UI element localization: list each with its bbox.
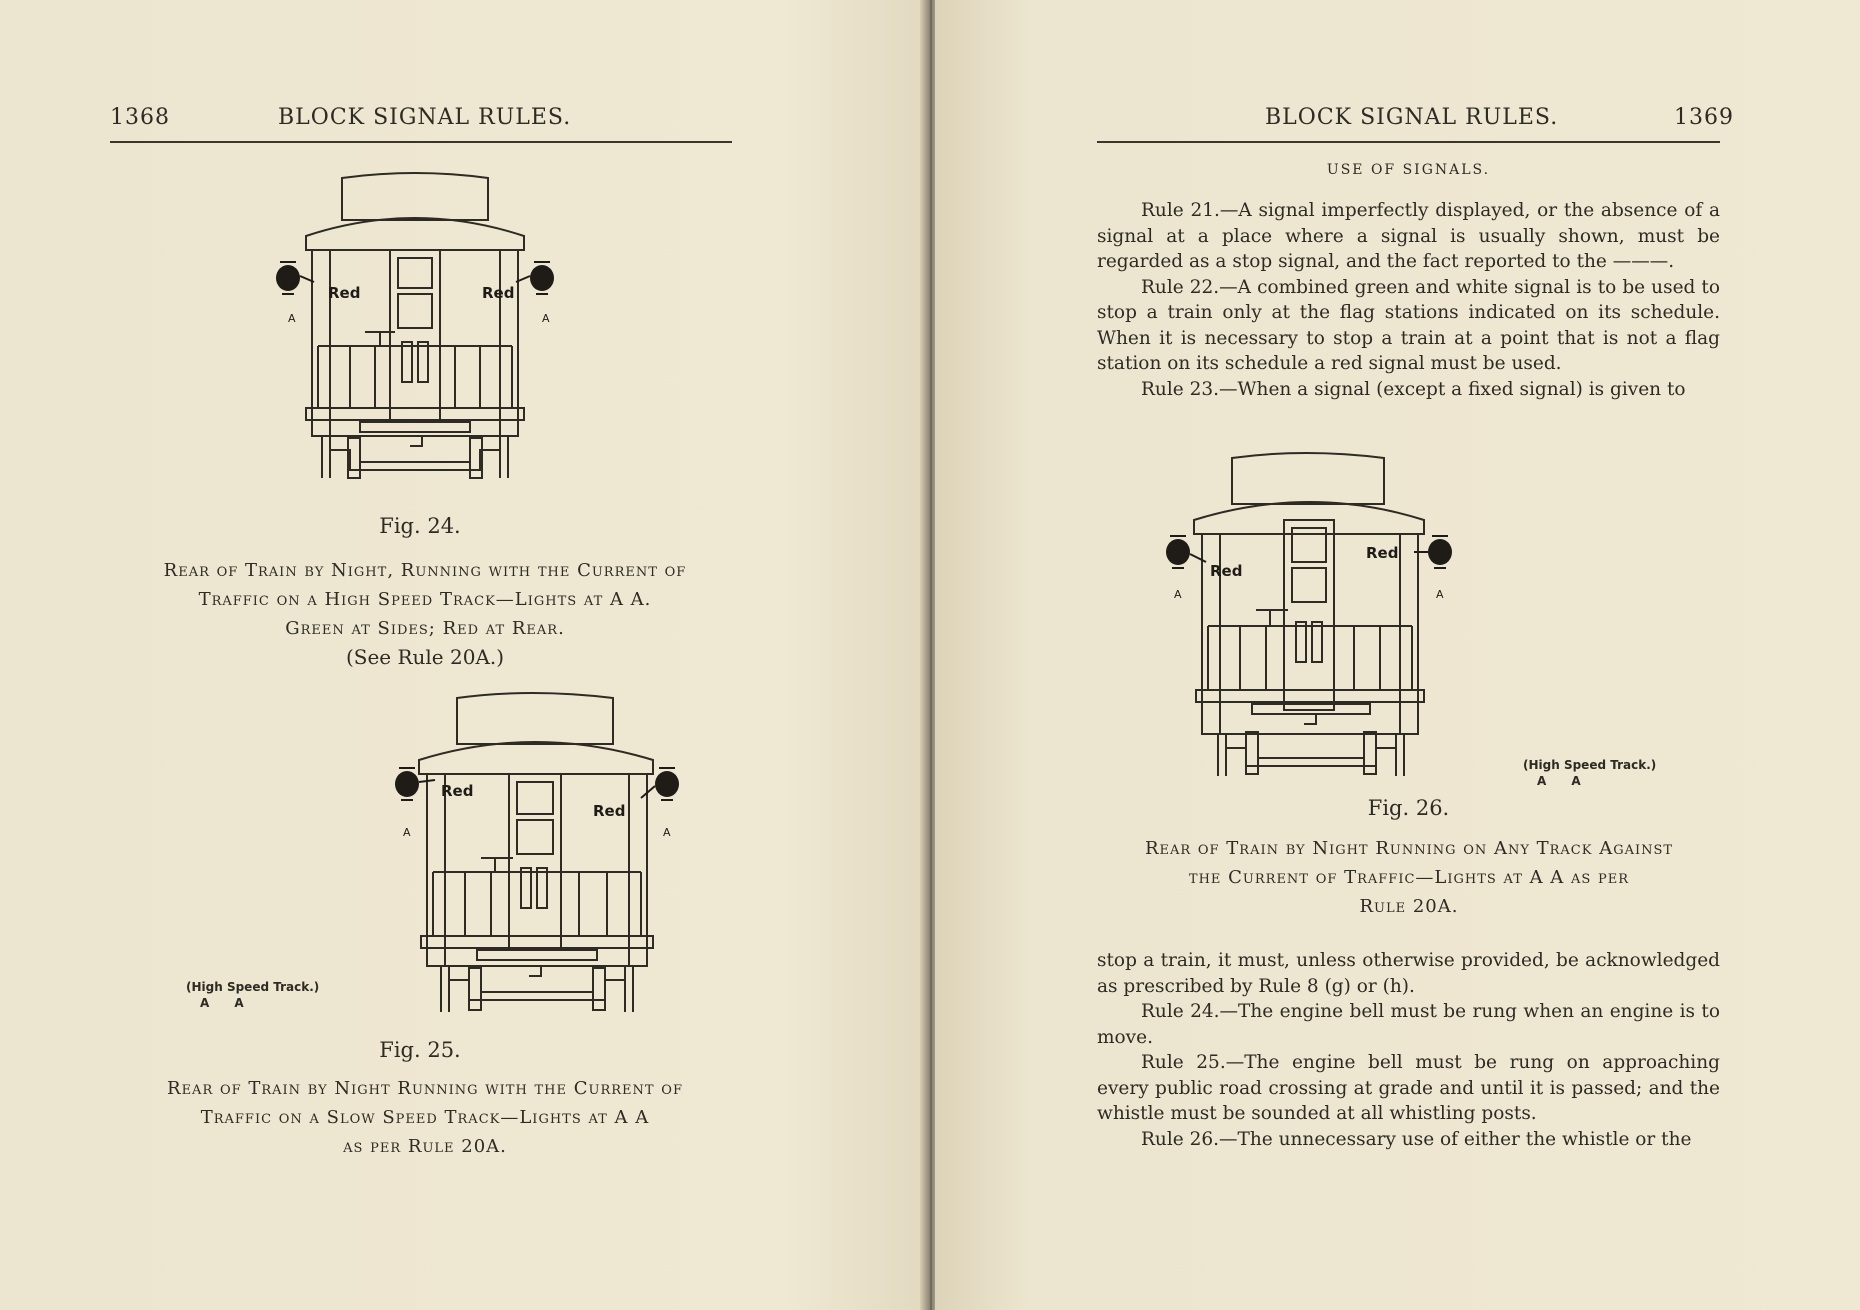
paragraph: Rule 21.—A signal imperfectly displayed, or the absence of a signal at a place where a signal is usually shown, must be regarded as a stop signal, and the fact reported to the ———. [1097,200,1720,272]
figure-24 [270,170,580,482]
left-page [0,0,925,1310]
page-number: 1368 [110,105,170,130]
page-number: 1369 [1674,105,1734,130]
red-label-right: Red [593,802,626,820]
caboose-drawing [1160,450,1460,780]
caption-line: Rear of Train by Night Running on Any Track Against [1144,838,1674,859]
caboose-drawing [385,690,695,1020]
light-mark-right: A [1436,588,1444,601]
header-rule [110,141,732,143]
caption-line: (See Rule 20A.) [345,645,505,669]
fig-26-caption [1093,834,1725,921]
track-label: (High Speed Track.) [186,980,320,994]
running-title: BLOCK SIGNAL RULES. [278,105,572,130]
caption-line: Green at Sides; Red at Rear. [285,618,565,639]
paragraph: Rule 26.—The unnecessary use of either the whistle or the [1141,1128,1692,1150]
right-page [935,0,1860,1310]
caption-line: Traffic on a High Speed Track—Lights at A A. [198,589,652,610]
light-mark-left: A [403,826,411,839]
figure-26 [1160,450,1460,780]
text-block-bottom [1097,948,1720,1152]
section-title: USE OF SIGNALS. [1326,162,1491,178]
fig-24-caption [110,556,740,672]
caption-line: the Current of Traffic—Lights at A A as per [1188,867,1630,888]
red-label-left: Red [441,782,474,800]
caption-line: Rear of Train by Night Running with the Current of [167,1078,683,1099]
paragraph: Rule 24.—The engine bell must be rung when an engine is to move. [1097,1001,1720,1048]
paragraph: Rule 25.—The engine bell must be rung on approaching every public road crossing at grade and until it is passed; and the whistle must be sounded at all whistling posts. [1097,1052,1720,1124]
light-mark-left: A [288,312,296,325]
light-mark-right: A [663,826,671,839]
red-label-left: Red [1210,562,1243,580]
caption-line: as per Rule 20A. [343,1136,507,1157]
figure-25 [385,690,695,1020]
light-mark-right: A [542,312,550,325]
caption-line: Rule 20A. [1359,896,1459,917]
red-label-right: Red [482,284,515,302]
caboose-drawing [270,170,580,482]
header-rule [1097,141,1720,143]
red-label-left: Red [328,284,361,302]
caption-line: Rear of Train by Night, Running with the Current of [163,560,687,581]
fig-26-label: Fig. 26. [1367,796,1450,820]
paragraph: Rule 22.—A combined green and white signal is to be used to stop a train only at the flag stations indicated on its schedule. When it is necessary to stop a train at a point that is not a flag station on its schedule a red signal must be used. [1097,276,1720,374]
fig-24-label: Fig. 24. [379,514,461,538]
fig-25-label: Fig. 25. [379,1038,461,1062]
caption-line: Traffic on a Slow Speed Track—Lights at A A [200,1107,650,1128]
paragraph: Rule 23.—When a signal (except a fixed signal) is given to [1141,378,1686,400]
red-label-right: Red [1366,544,1399,562]
track-label: (High Speed Track.) [1523,758,1657,772]
fig-25-caption [110,1074,740,1161]
track-marks: A A [200,996,244,1010]
running-title: BLOCK SIGNAL RULES. [1265,105,1559,130]
paragraph: stop a train, it must, unless otherwise provided, be acknowledged as prescribed by Rule 8 (g) or (h). [1097,950,1720,997]
light-mark-left: A [1174,588,1182,601]
track-marks: A A [1537,774,1581,788]
text-block-top [1097,198,1720,402]
